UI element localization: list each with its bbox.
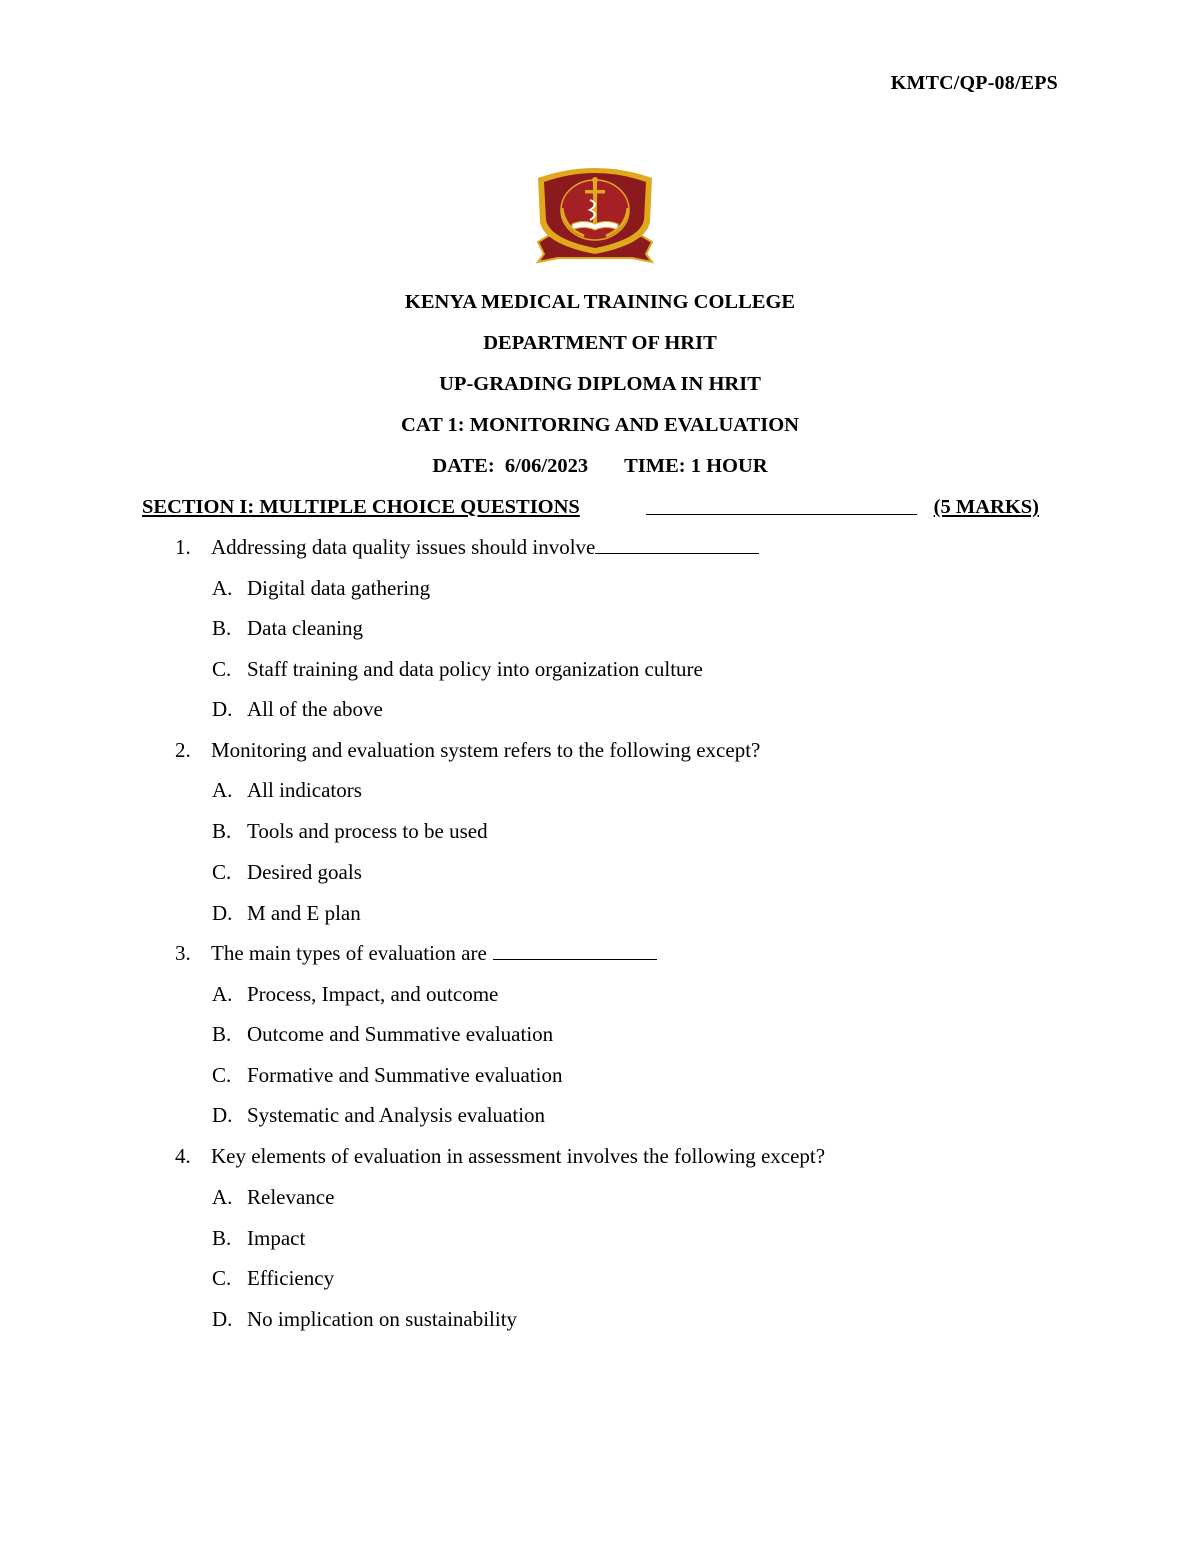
option-text: All indicators: [247, 778, 362, 802]
answer-blank: [493, 941, 657, 960]
option-letter: A.: [212, 1185, 233, 1209]
option-text: Efficiency: [247, 1266, 335, 1290]
option: [212, 1101, 545, 1129]
option-text: Outcome and Summative evaluation: [247, 1022, 554, 1046]
option-text: No implication on sustainability: [247, 1307, 518, 1331]
option: [212, 1305, 517, 1333]
exam-date: DATE: 6/06/2023: [432, 455, 589, 477]
exam-time: TIME: 1 HOUR: [624, 455, 768, 477]
question-2: [175, 736, 760, 764]
question-number: 1.: [175, 535, 191, 559]
section-marks: (5 MARKS): [933, 496, 1039, 518]
option: [212, 1264, 334, 1292]
option-text: Staff training and data policy into organization culture: [247, 657, 703, 681]
option-text: Tools and process to be used: [247, 819, 488, 843]
option: [212, 1224, 305, 1252]
option-letter: A.: [212, 778, 233, 802]
college-name: KENYA MEDICAL TRAINING COLLEGE: [404, 291, 796, 313]
option-letter: B.: [212, 616, 232, 640]
option: [212, 1183, 334, 1211]
option-letter: B.: [212, 819, 232, 843]
section-heading: [142, 493, 1039, 521]
option-letter: A.: [212, 982, 233, 1006]
option-letter: C.: [212, 860, 232, 884]
option-letter: B.: [212, 1022, 232, 1046]
option-text: Systematic and Analysis evaluation: [247, 1103, 546, 1127]
question-3: [175, 939, 657, 967]
option: [212, 574, 430, 602]
section-title: SECTION I: MULTIPLE CHOICE QUESTIONS: [142, 496, 580, 518]
option-text: Digital data gathering: [247, 576, 431, 600]
option: [212, 655, 703, 683]
option-text: Formative and Summative evaluation: [247, 1063, 563, 1087]
option: [212, 776, 362, 804]
section-underline: [646, 514, 917, 515]
question-text: Key elements of evaluation in assessment involves the following except?: [211, 1144, 826, 1168]
question-text: Monitoring and evaluation system refers to the following except?: [211, 738, 761, 762]
option: [212, 695, 383, 723]
question-4: [175, 1142, 825, 1170]
option-letter: D.: [212, 901, 233, 925]
option-letter: C.: [212, 1063, 232, 1087]
option-letter: D.: [212, 1307, 233, 1331]
option: [212, 1061, 563, 1089]
exam-date-time: [0, 452, 1200, 493]
option-text: All of the above: [247, 697, 383, 721]
question-number: 2.: [175, 738, 191, 762]
option: [212, 899, 361, 927]
department-name: DEPARTMENT OF HRIT: [483, 332, 717, 354]
question-number: 3.: [175, 941, 191, 965]
question-1: [175, 533, 759, 561]
option-text: Data cleaning: [247, 616, 364, 640]
option: [212, 817, 488, 845]
option: [212, 614, 363, 642]
option-letter: D.: [212, 697, 233, 721]
option-letter: D.: [212, 1103, 233, 1127]
exam-title: CAT 1: MONITORING AND EVALUATION: [401, 414, 799, 436]
course-name: UP-GRADING DIPLOMA IN HRIT: [439, 373, 761, 395]
option-letter: B.: [212, 1226, 232, 1250]
option-letter: C.: [212, 1266, 232, 1290]
answer-blank: [595, 535, 759, 554]
option-text: Process, Impact, and outcome: [247, 982, 499, 1006]
option: [212, 1020, 553, 1048]
college-crest-logo: [528, 164, 662, 264]
question-number: 4.: [175, 1144, 191, 1168]
option-text: Impact: [247, 1226, 306, 1250]
option-text: Desired goals: [247, 860, 362, 884]
option-letter: C.: [212, 657, 232, 681]
question-text: Addressing data quality issues should involve: [211, 535, 596, 559]
question-text: The main types of evaluation are: [211, 941, 487, 965]
option: [212, 858, 362, 886]
exam-header: [0, 288, 1200, 493]
option: [212, 980, 498, 1008]
option-text: Relevance: [247, 1185, 335, 1209]
option-text: M and E plan: [247, 901, 361, 925]
document-code: KMTC/QP-08/EPS: [890, 72, 1058, 94]
option-letter: A.: [212, 576, 233, 600]
